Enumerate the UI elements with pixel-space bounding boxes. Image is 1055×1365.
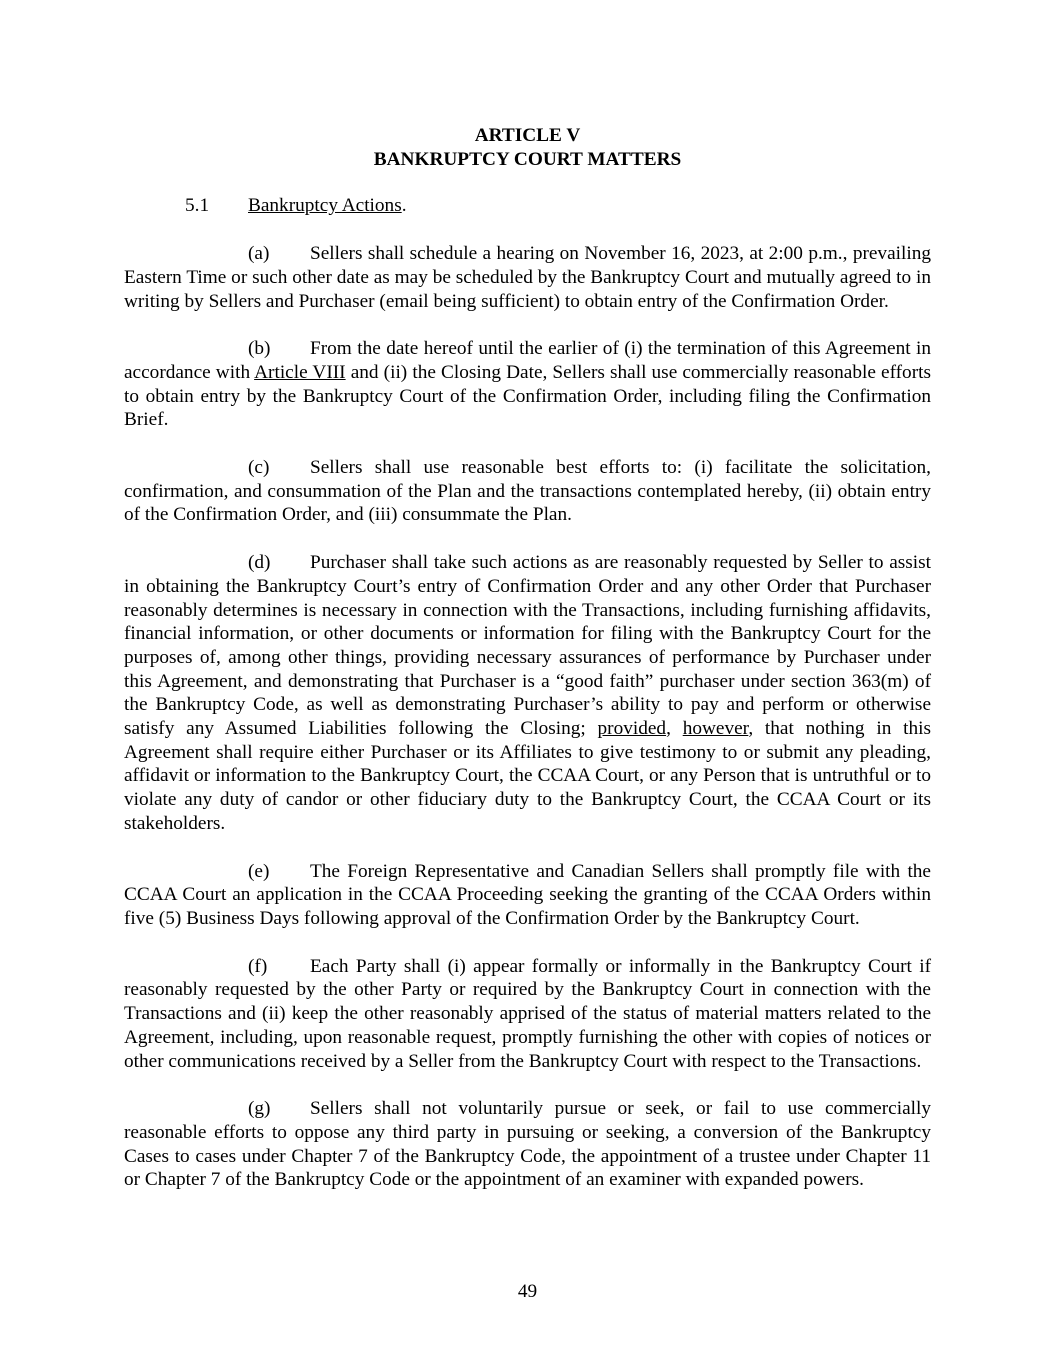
paragraph-label: (e) — [248, 860, 270, 882]
paragraph-text: Sellers shall not voluntarily pursue or seek, or fail to use commercially reasonable efforts to oppose any third party in pursuing or seeking, a conversion of the Bankruptcy Cases to cases under Chapter 7 of the Bankruptcy Code, the appointment of a trustee under Chapter 11 or Chapter 7 of the Bankruptcy Code or the appointment of an examiner with expanded powers. — [124, 1098, 931, 1191]
paragraph-text: Sellers shall schedule a hearing on November 16, 2023, at 2:00 p.m., prevailing Eastern Time or such other date as may be scheduled by the Bankruptcy Court and mutually agreed to in writing by Sellers and Purchaser (email being sufficient) to obtain entry of the Confirmation Order. — [124, 243, 931, 312]
paragraph-text: , that nothing in this Agreement shall require either Purchaser or its Affiliates to give testimony to or submit any pleading, affidavit or information to the Bankruptcy Court, the CCAA Court, or any Person that is untruthful or to violate any duty of candor or other fiduciary duty to the Bankruptcy Court, the CCAA Court or its stakeholders. — [124, 718, 931, 834]
paragraph-label: (f) — [248, 955, 268, 977]
paragraph-label: (g) — [248, 1098, 271, 1120]
paragraph-text: From the date hereof until the earlier of (i) the termination of this Agreement in accordance with — [124, 338, 931, 383]
paragraph-b — [124, 337, 931, 432]
paragraph-text: and (ii) the Closing Date, Sellers shall use commercially reasonable efforts to obtain entry by the Bankruptcy Court of the Confirmation Order, including filing the Confirmation Brief. — [124, 361, 931, 431]
paragraph-f — [124, 955, 931, 1074]
section-title: Bankruptcy Actions — [248, 195, 402, 217]
paragraph-text: Sellers shall use reasonable best efforts to: (i) facilitate the solicitation, confirmation, and consummation of the Plan and the transactions contemplated hereby, (ii) obtain entry of the Confirmation Order, and (iii) consummate the Plan. — [124, 457, 931, 526]
paragraph-text: Each Party shall (i) appear formally or informally in the Bankruptcy Court if reasonably requested by the other Party or required by the Bankruptcy Court in connection with the Transactions and (ii) keep the other reasonably apprised of the status of material matters related to the Agreement, including, upon reasonable request, promptly furnishing the other with copies of notices or other communications received by a Seller from the Bankruptcy Court with respect to the Transactions. — [124, 955, 931, 1072]
paragraph-c — [124, 456, 931, 527]
page-number: 49 — [517, 1281, 538, 1302]
paragraph-text: Purchaser shall take such actions as are reasonably requested by Seller to assist in obtaining the Bankruptcy Court’s entry of Confirmation Order and any other Order that Purchaser reasonably determines is necessary in connection with the Transactions, including furnishing affidavits, financial information, or other documents or information for filing with the Bankruptcy Court for the purposes of, among other things, providing necessary assurances of performance by Purchaser under this Agreement, and demonstrating that Purchaser is a “good faith” purchaser under section 363(m) of the Bankruptcy Code, as well as demonstrating Purchaser’s ability to pay and perform or otherwise satisfy any Assumed Liabilities following the Closing; — [124, 552, 931, 740]
article-viii-reference: Article VIII — [254, 361, 346, 383]
paragraph-label: (b) — [248, 338, 271, 360]
paragraph-text: The Foreign Representative and Canadian Sellers shall promptly file with the CCAA Court an application in the CCAA Proceeding seeking the granting of the CCAA Orders within five (5) Business Days following approval of the Confirmation Order by the Bankruptcy Court. — [124, 860, 931, 929]
article-title: BANKRUPTCY COURT MATTERS — [373, 148, 682, 170]
paragraph-label: (c) — [248, 457, 270, 479]
paragraph-label: (a) — [248, 243, 270, 265]
paragraph-g — [124, 1097, 931, 1192]
paragraph-d — [124, 551, 931, 835]
paragraph-label: (d) — [248, 552, 271, 574]
section-title-suffix: . — [401, 195, 407, 217]
paragraph-a — [124, 242, 931, 313]
provided-term: provided — [597, 718, 667, 740]
paragraph-e — [124, 860, 931, 931]
however-term: however — [682, 718, 749, 740]
document-page — [124, 124, 931, 1192]
section-heading — [124, 194, 931, 218]
article-number: ARTICLE V — [474, 125, 581, 146]
separator: , — [666, 718, 683, 740]
section-number: 5.1 — [185, 195, 210, 217]
